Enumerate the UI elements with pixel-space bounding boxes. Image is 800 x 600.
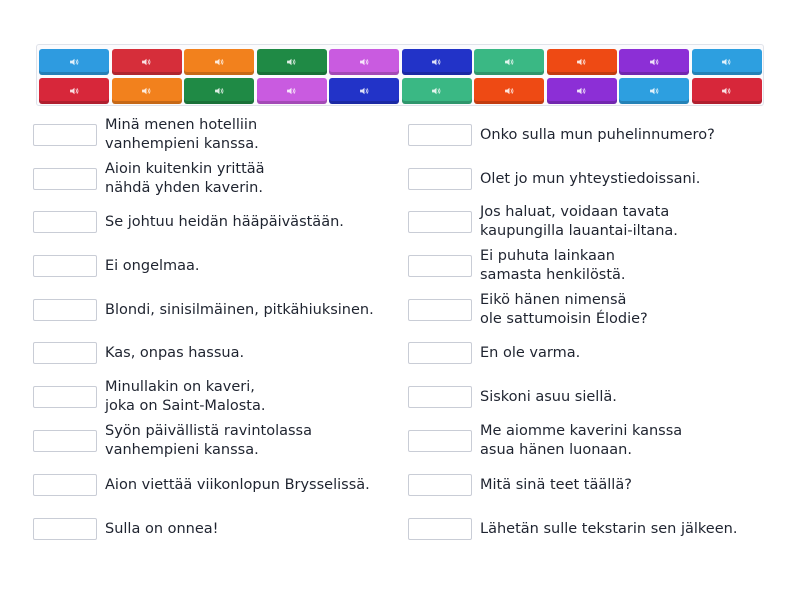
right-drop-slot[interactable] (408, 342, 472, 364)
speaker-icon (722, 87, 731, 95)
speaker-icon (505, 58, 514, 66)
audio-tile-button[interactable] (329, 49, 399, 75)
audio-tile-button[interactable] (184, 78, 254, 104)
audio-tile-button[interactable] (402, 78, 472, 104)
audio-tile-button[interactable] (184, 49, 254, 75)
speaker-icon (360, 87, 369, 95)
speaker-icon (650, 58, 659, 66)
left-drop-slot[interactable] (33, 342, 97, 364)
audio-tile-button[interactable] (474, 49, 544, 75)
speaker-icon (577, 58, 586, 66)
speaker-icon (70, 87, 79, 95)
right-drop-slot[interactable] (408, 211, 472, 233)
right-sentence: Onko sulla mun puhelinnumero? (480, 126, 715, 143)
speaker-icon (360, 58, 369, 66)
right-sentence: En ole varma. (480, 344, 581, 361)
right-drop-slot[interactable] (408, 430, 472, 452)
left-drop-slot[interactable] (33, 211, 97, 233)
speaker-icon (432, 58, 441, 66)
audio-tile-button[interactable] (112, 49, 182, 75)
right-sentence: Lähetän sulle tekstarin sen jälkeen. (480, 520, 738, 537)
left-drop-slot[interactable] (33, 386, 97, 408)
left-sentence: Se johtuu heidän hääpäivästään. (105, 213, 344, 230)
left-drop-slot[interactable] (33, 430, 97, 452)
left-sentence: Minullakin on kaveri, joka on Saint-Malosta. (105, 379, 266, 414)
speaker-icon (142, 58, 151, 66)
answer-tile-tray (36, 44, 764, 106)
right-drop-slot[interactable] (408, 124, 472, 146)
left-drop-slot[interactable] (33, 168, 97, 190)
speaker-icon (505, 87, 514, 95)
audio-tile-button[interactable] (39, 78, 109, 104)
right-sentence: Mitä sinä teet täällä? (480, 476, 632, 493)
speaker-icon (142, 87, 151, 95)
right-sentence: Me aiomme kaverini kanssa asua hänen luonaan. (480, 423, 683, 458)
speaker-icon (215, 87, 224, 95)
audio-tile-button[interactable] (112, 78, 182, 104)
left-sentence: Minä menen hotelliin vanhempieni kanssa. (105, 117, 259, 152)
speaker-icon (722, 58, 731, 66)
audio-tile-button[interactable] (402, 49, 472, 75)
speaker-icon (432, 87, 441, 95)
right-sentence: Eikö hänen nimensä ole sattumoisin Élodie? (480, 292, 648, 327)
left-drop-slot[interactable] (33, 474, 97, 496)
audio-tile-button[interactable] (257, 49, 327, 75)
left-sentence: Aioin kuitenkin yrittää nähdä yhden kaverin. (105, 161, 265, 196)
audio-tile-button[interactable] (619, 78, 689, 104)
left-drop-slot[interactable] (33, 124, 97, 146)
right-drop-slot[interactable] (408, 474, 472, 496)
left-sentence: Ei ongelmaa. (105, 257, 200, 274)
left-sentence: Aion viettää viikonlopun Brysselissä. (105, 476, 370, 493)
left-drop-slot[interactable] (33, 255, 97, 277)
audio-tile-button[interactable] (547, 49, 617, 75)
speaker-icon (287, 87, 296, 95)
right-sentence: Ei puhuta lainkaan samasta henkilöstä. (480, 248, 626, 283)
right-sentence: Jos haluat, voidaan tavata kaupungilla lauantai-iltana. (480, 204, 678, 239)
right-sentence: Olet jo mun yhteystiedoissani. (480, 170, 701, 187)
speaker-icon (215, 58, 224, 66)
speaker-icon (577, 87, 586, 95)
audio-tile-button[interactable] (547, 78, 617, 104)
audio-tile-button[interactable] (257, 78, 327, 104)
left-sentence: Kas, onpas hassua. (105, 344, 245, 361)
audio-tile-button[interactable] (329, 78, 399, 104)
right-drop-slot[interactable] (408, 168, 472, 190)
right-drop-slot[interactable] (408, 255, 472, 277)
left-sentence: Sulla on onnea! (105, 520, 219, 537)
left-sentence: Blondi, sinisilmäinen, pitkähiuksinen. (105, 301, 374, 318)
right-drop-slot[interactable] (408, 386, 472, 408)
left-drop-slot[interactable] (33, 518, 97, 540)
audio-tile-button[interactable] (619, 49, 689, 75)
speaker-icon (287, 58, 296, 66)
right-drop-slot[interactable] (408, 518, 472, 540)
right-sentence: Siskoni asuu siellä. (480, 388, 617, 405)
audio-tile-button[interactable] (474, 78, 544, 104)
left-sentence: Syön päivällistä ravintolassa vanhempieni kanssa. (105, 423, 312, 458)
audio-tile-button[interactable] (692, 78, 762, 104)
audio-tile-button[interactable] (39, 49, 109, 75)
right-drop-slot[interactable] (408, 299, 472, 321)
audio-tile-button[interactable] (692, 49, 762, 75)
left-drop-slot[interactable] (33, 299, 97, 321)
speaker-icon (650, 87, 659, 95)
speaker-icon (70, 58, 79, 66)
